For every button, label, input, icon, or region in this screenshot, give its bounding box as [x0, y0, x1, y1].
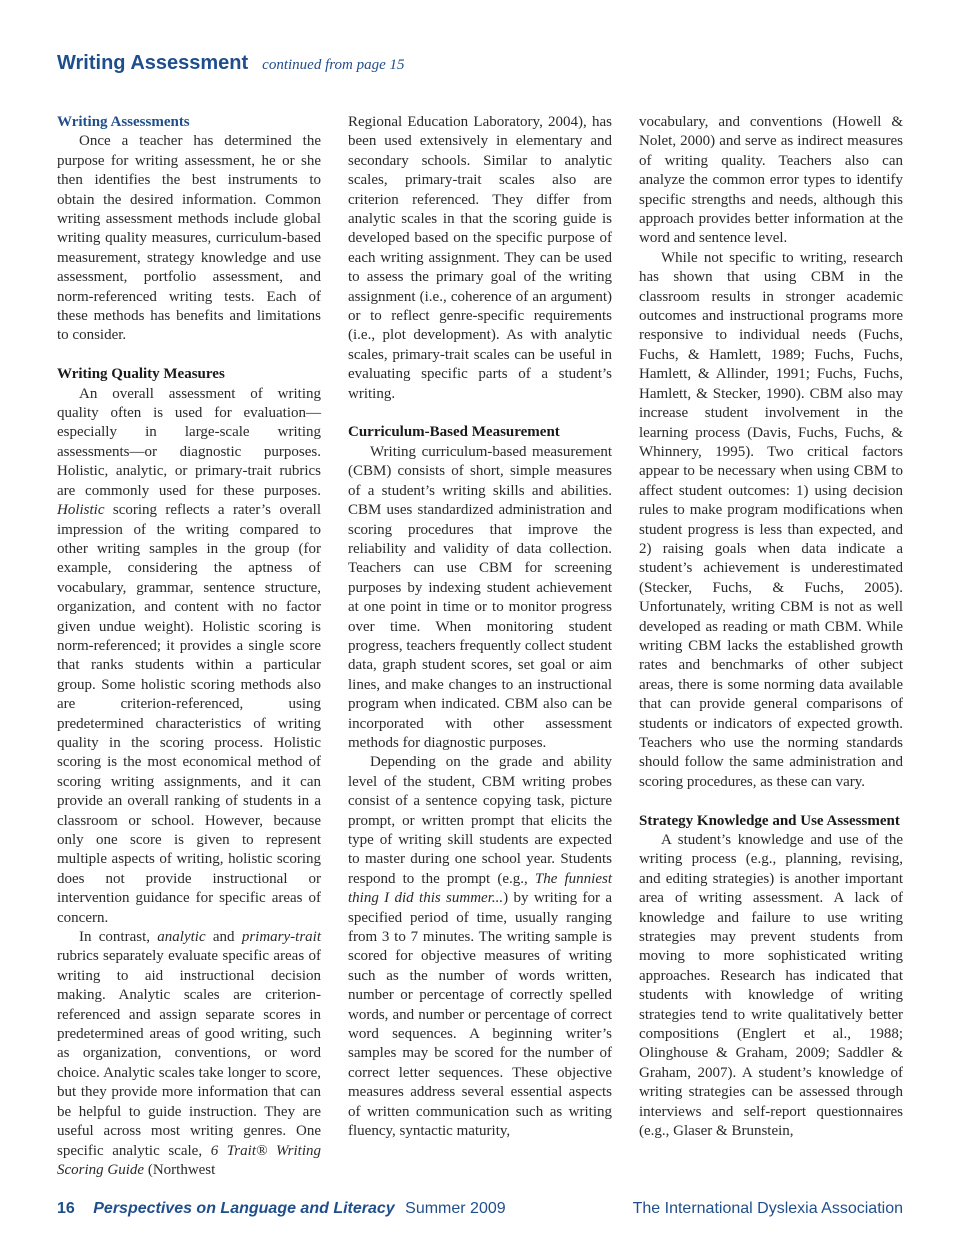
paragraph: Once a teacher has determined the purpose for writing assessment, he or she then identifies the best instruments to obtain the desired information. Common writing assessment methods include global writing quality measures, curriculum-based measurement, strategy knowledge and use assessment, portfolio assessment, and norm-referenced writing tests. Each of these methods has benefits and limitations to consider. — [57, 133, 321, 344]
paragraph: vocabulary, and conventions (Howell & Nolet, 2000) and serve as indirect measures of writing quality. Teachers also can analyze the common error types to identify specific strengths and needs, although this approach provides better information at the word and sentence level. — [639, 114, 903, 247]
page-header — [57, 52, 917, 75]
page-number: 16 — [57, 1200, 75, 1217]
page-footer — [57, 1200, 903, 1222]
article-title: Writing Assessment — [57, 52, 249, 74]
continued-note: continued from page 15 — [262, 57, 405, 73]
heading-curriculum-based-measurement: Curriculum-Based Measurement — [348, 424, 560, 441]
paragraph: Regional Education Laboratory, 2004), has been used extensively in elementary and secondary schools. Similar to analytic scales, primary-trait scales also are criterion referenced. They differ from analytic scales in that the scoring guide is developed based on the specific purpose of each writing assignment. They can be used to assess the primary goal of the writing assignment (i.e., coherence of an argument) or to reflect genre-specific requirements (i.e., plot development). As with analytic scales, primary-trait scales can be useful in evaluating specific parts of a student’s writing. — [348, 114, 612, 402]
heading-strategy-knowledge: Strategy Knowledge and Use Assessment — [639, 812, 900, 829]
paragraph: An overall assessment of writing quality often is used for evaluation—especially in large-scale writing assessments—or diagnostic purposes. Holistic, analytic, or primary-trait rubrics are commonly used for these purposes. Holistic scoring reflects a rater’s overall impression of the writing compared to other writing samples in the group (for example, considering the aptness of vocabulary, grammar, sentence structure, organization, and content with no factor given undue weight). Holistic scoring is norm-referenced; it provides a single score that ranks students within a particular group. Some holistic scoring methods also are criterion-referenced, using predetermined characteristics of writing quality in the scoring process. Holistic scoring is the most economical method of scoring writing assignments, and it can provide an overall ranking of students in a classroom or school. However, because only one score is given to represent multiple aspects of writing, holistic scoring does not provide instructional or intervention guidance for specific areas of concern. — [57, 385, 321, 926]
column-1 — [57, 113, 321, 1180]
paragraph: In contrast, analytic and primary-trait rubrics separately evaluate specific areas of writing to aid instructional decision making. Analytic scales are criterion-referenced and assign separate scores in predetermined areas of good writing, such as organization, conventions, or word choice. Analytic scales take longer to score, but they provide more information that can be helpful to guide instruction. They are useful across most writing genres. One specific analytic scale, 6 Trait® Writing Scoring Guide (Northwest — [57, 929, 321, 1178]
issue-season: Summer 2009 — [405, 1200, 506, 1217]
column-2 — [348, 113, 612, 1142]
paragraph: A student’s knowledge and use of the writing process (e.g., planning, revising, and editing strategies) is another important area of writing assessment. A lack of knowledge and failure to use writing strategies may prevent students from moving to more sophisticated writing approaches. Research has indicated that students with knowledge of writing strategies tend to write qualitatively better compositions (Englert et al., 1988; Olinghouse & Graham, 2009; Saddler & Graham, 2007). A student’s knowledge of writing strategies can be assessed through interviews and self-report questionnaires (e.g., Glaser & Brunstein, — [639, 832, 903, 1140]
organization-name: The International Dyslexia Association — [632, 1200, 903, 1217]
paragraph: While not specific to writing, research has shown that using CBM in the classroom results in stronger academic outcomes and instructional programs more responsive to individual needs (Fuchs, Fuchs, & Hamlett, 1989; Fuchs, Fuchs, Hamlett, & Allinder, 1991; Fuchs, Fuchs, Hamlett, & Stecker, 1990). CBM also may increase student involvement in the learning process (Davis, Fuchs, Fuchs, & Whinnery, 1995). Two critical factors appear to be necessary when using CBM to affect student outcomes: 1) using decision rules to make program modifications when student progress is less than expected, and 2) raising goals when data indicate a student’s achievement is underestimated (Stecker, Fuchs, & Fuchs, 2005). Unfortunately, writing CBM is not as well developed as reading or math CBM. While writing CBM lacks the established growth rates and benchmarks of other subject areas, there is some norming data available that can provide general comparisons of students or indicators of expected growth. Teachers who use the norming standards should follow the same administration and scoring procedures, as these can vary. — [639, 249, 903, 790]
heading-writing-quality-measures: Writing Quality Measures — [57, 366, 225, 383]
paragraph: Writing curriculum-based measurement (CBM) consists of short, simple measures of a student’s writing skills and abilities. CBM uses standardized administration and scoring procedures that improve the reliability and validity of data collection. Teachers can use CBM for screening purposes by indexing student achievement at one point in time or to monitor progress over time. When monitoring student progress, teachers frequently collect student data, graph student scores, set goal or aim lines, and make changes to an instructional program when indicated. CBM also can be incorporated with other assessment methods for diagnostic purposes. — [348, 443, 612, 751]
paragraph: Depending on the grade and ability level of the student, CBM writing probes consist of a sentence copying task, picture prompt, or written prompt that elicits the type of writing skill students are expected to master during one school year. Students respond to the prompt (e.g., The funniest thing I did this summer...) by writing for a specified period of time, usually ranging from 3 to 7 minutes. The writing sample is scored for objective measures of writing such as the number of words written, number or percentage of correctly spelled words, and number or percentage of correct word sequences. A beginning writer’s samples may be scored for the number of correct letter sequences. These objective measures address several essential aspects of written communication such as writing fluency, syntactic maturity, — [348, 754, 613, 1140]
heading-writing-assessments: Writing Assessments — [57, 114, 190, 130]
publication-title: Perspectives on Language and Literacy — [93, 1200, 395, 1217]
column-3 — [639, 113, 903, 1142]
